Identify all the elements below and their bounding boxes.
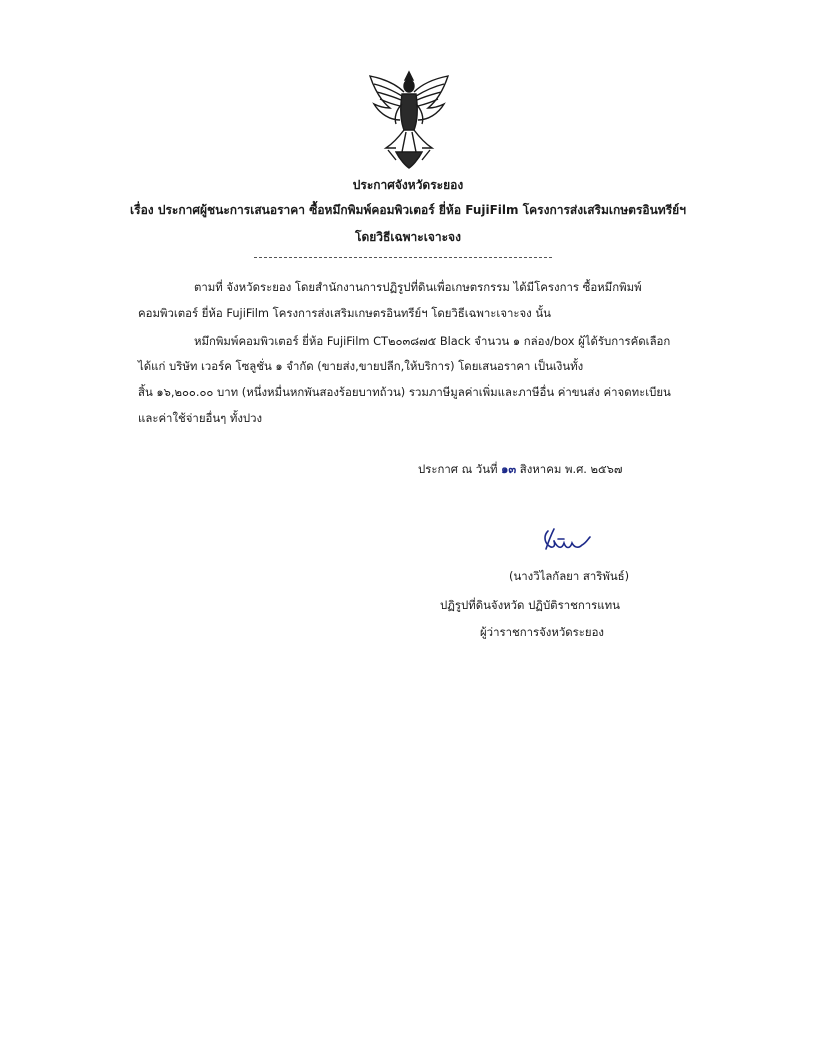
announcement-day: ๑๓ — [501, 462, 517, 476]
body-line-4: ได้แก่ บริษัท เวอร์ค โซลูชั่น ๑ จำกัด (ขายส่ง,ขายปลีก,ให้บริการ) โดยเสนอราคา เป็นเงินทั้ง — [138, 359, 584, 373]
announcement-suffix: สิงหาคม พ.ศ. ๒๕๖๗ — [516, 462, 623, 476]
subject-line-2: โดยวิธีเฉพาะเจาะจง — [355, 230, 461, 244]
signatory-position-1: ปฏิรูปที่ดินจังหวัด ปฏิบัติราชการแทน — [440, 598, 620, 612]
announcement-date — [418, 461, 622, 479]
divider — [254, 257, 552, 258]
announcement-prefix: ประกาศ ณ วันที่ — [418, 462, 502, 476]
signatory-name: (นางวิไลกัลยา สาริพันธ์) — [509, 569, 630, 583]
document-title: ประกาศจังหวัดระยอง — [352, 178, 464, 192]
signature-image — [534, 527, 592, 557]
body-line-1: ตามที่ จังหวัดระยอง โดยสำนักงานการปฏิรูปที่ดินเพื่อเกษตรกรรม ได้มีโครงการ ซื้อหมึกพิมพ์ — [194, 280, 642, 294]
garuda-emblem-icon — [366, 68, 452, 170]
body-line-3: หมึกพิมพ์คอมพิวเตอร์ ยี่ห้อ FujiFilm CT๒๐๓๘๗๕ Black จำนวน ๑ กล่อง/box ผู้ได้รับการคัดเลือก — [194, 334, 671, 348]
subject-line-1: เรื่อง ประกาศผู้ชนะการเสนอราคา ซื้อหมึกพิมพ์คอมพิวเตอร์ ยี่ห้อ FujiFilm โครงการส่งเสริมเกษตรอินทรีย์ฯ — [130, 203, 686, 217]
body-line-6: และค่าใช้จ่ายอื่นๆ ทั้งปวง — [138, 411, 263, 425]
signatory-position-2: ผู้ว่าราชการจังหวัดระยอง — [480, 625, 604, 639]
body-line-5: สิ้น ๑๖,๒๐๐.๐๐ บาท (หนึ่งหมื่นหกพันสองร้อยบาทถ้วน) รวมภาษีมูลค่าเพิ่มและภาษีอื่น ค่าขนส่ง ค่าจดทะเบียน — [138, 385, 671, 399]
body-line-2: คอมพิวเตอร์ ยี่ห้อ FujiFilm โครงการส่งเสริมเกษตรอินทรีย์ฯ โดยวิธีเฉพาะเจาะจง นั้น — [138, 306, 551, 320]
